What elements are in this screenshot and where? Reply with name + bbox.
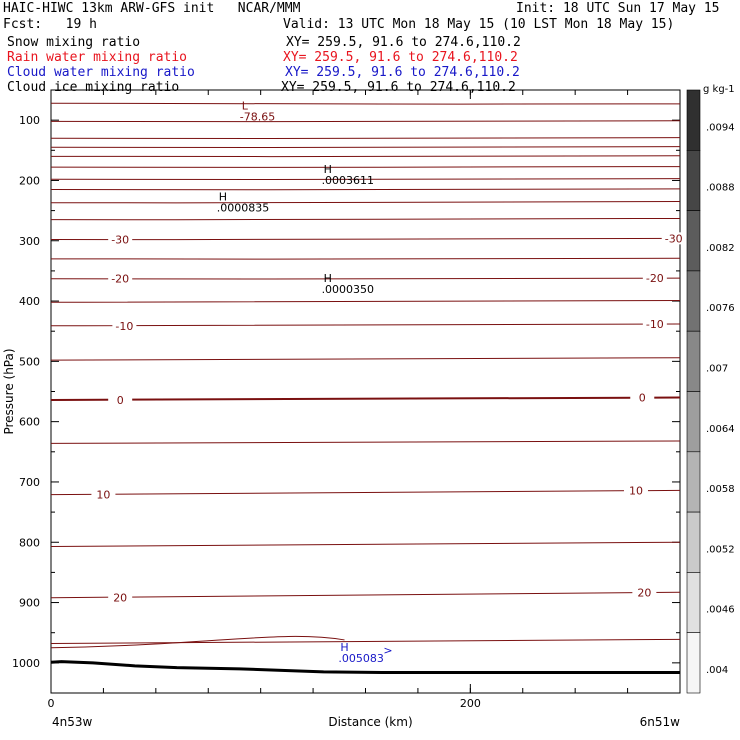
colorbar-segment	[687, 271, 700, 331]
colorbar-segment	[687, 90, 700, 150]
temperature-contour	[51, 358, 680, 360]
extremum-value: .0000350	[321, 282, 375, 296]
forecast-hour: Fcst: 19 h	[3, 17, 97, 32]
temperature-contour	[51, 490, 680, 494]
colorbar-segment	[687, 452, 700, 512]
contour-label: 10	[628, 484, 643, 498]
contour-label: 0	[638, 391, 646, 405]
extremum-symbol: H	[218, 190, 228, 204]
init-time: Init: 18 UTC Sun 17 May 15	[516, 1, 720, 16]
contour-label: 20	[637, 586, 652, 600]
temperature-contour	[51, 218, 680, 219]
temperature-contour	[51, 156, 680, 157]
contour-label: -10	[115, 319, 134, 333]
cloud-water-arrow: >	[383, 643, 393, 657]
extremum-symbol: H	[340, 640, 349, 654]
y-tick-label: 300	[19, 234, 40, 248]
x-tick-label: 200	[459, 697, 481, 710]
colorbar-segment	[687, 512, 700, 572]
y-tick-label: 700	[19, 475, 40, 489]
colorbar-label: .0046	[706, 604, 735, 616]
y-tick-label: 600	[19, 415, 40, 429]
legend-label-snow: Snow mixing ratio	[7, 35, 141, 50]
extremum-value: .0000835	[216, 201, 270, 215]
temperature-contour	[51, 189, 680, 190]
colorbar-segment	[687, 572, 700, 632]
contour-label: -20	[645, 272, 664, 286]
extremum-symbol: H	[323, 271, 332, 285]
legend-label-cloud-water: Cloud water mixing ratio	[7, 65, 195, 80]
temperature-contour	[51, 121, 680, 122]
colorbar-segment	[687, 150, 700, 210]
temperature-contour	[51, 202, 680, 203]
temperature-contour	[51, 542, 680, 546]
temperature-contour	[51, 300, 680, 302]
contour-label: 0	[116, 393, 124, 407]
y-tick-label: 800	[19, 536, 40, 550]
y-tick-label: 400	[19, 295, 40, 309]
y-axis-label: Pressure (hPa)	[2, 348, 16, 435]
temperature-contour	[51, 441, 680, 443]
temperature-contour	[51, 258, 680, 259]
colorbar-label: .0088	[706, 182, 735, 194]
x-start-label: 4n53w	[52, 715, 93, 729]
contour-label: -10	[645, 317, 664, 331]
legend-xy-cloud-ice: XY= 259.5, 91.6 to 274.6,110.2	[281, 80, 516, 95]
temperature-contour	[51, 592, 680, 597]
contour-label: 10	[96, 488, 111, 502]
x-axis-label: Distance (km)	[328, 715, 413, 729]
legend-xy-cloud-water: XY= 259.5, 91.6 to 274.6,110.2	[285, 65, 520, 80]
temperature-contour	[51, 639, 680, 643]
legend-xy-snow: XY= 259.5, 91.6 to 274.6,110.2	[286, 35, 521, 50]
y-tick-label: 1000	[12, 656, 40, 670]
y-tick-label: 500	[19, 355, 40, 369]
colorbar-label: .0058	[706, 484, 735, 496]
colorbar-units: g kg-1	[703, 84, 735, 95]
legend-label-cloud-ice: Cloud ice mixing ratio	[7, 80, 180, 95]
extremum-value: .0003611	[321, 174, 375, 188]
colorbar-label: .004	[706, 665, 729, 676]
temperature-contour	[51, 238, 680, 239]
contour-label: 20	[113, 591, 128, 605]
x-tick-label: 0	[47, 697, 55, 710]
temperature-contour	[51, 103, 680, 104]
temperature-contour	[51, 147, 680, 148]
temperature-contour	[51, 398, 680, 400]
legend-label-rain: Rain water mixing ratio	[7, 50, 188, 65]
legend-xy-rain: XY= 259.5, 91.6 to 274.6,110.2	[283, 50, 518, 65]
colorbar-label: .0064	[706, 423, 735, 435]
colorbar-label: .0076	[706, 303, 735, 315]
colorbar-label: .007	[706, 363, 729, 375]
contour-label: -30	[664, 232, 683, 246]
colorbar-segment	[687, 633, 700, 693]
colorbar-segment	[687, 211, 700, 271]
colorbar-label: .0094	[706, 122, 735, 134]
contour-label: -30	[111, 233, 130, 247]
colorbar-label: .0052	[706, 544, 735, 556]
contour-label: -20	[111, 272, 130, 286]
y-tick-label: 200	[19, 174, 40, 188]
colorbar-segment	[687, 331, 700, 391]
temperature-contour	[51, 324, 680, 326]
colorbar-segment	[687, 392, 700, 452]
y-tick-label: 900	[19, 596, 40, 610]
extremum-symbol: H	[323, 163, 332, 177]
temperature-contour	[51, 278, 680, 279]
x-end-label: 6n51w	[639, 715, 680, 729]
extremum-value: -78.65	[239, 110, 276, 124]
extremum-symbol: L	[241, 99, 248, 113]
y-tick-label: 100	[19, 114, 40, 128]
temperature-contour	[51, 167, 680, 168]
plot-title: HAIC-HIWC 13km ARW-GFS init NCAR/MMM	[3, 1, 301, 16]
temperature-contour	[51, 138, 680, 139]
colorbar-label: .0082	[706, 242, 735, 254]
extremum-value: .005083	[338, 651, 384, 665]
valid-time: Valid: 13 UTC Mon 18 May 15 (10 LST Mon 18 May 15)	[283, 17, 675, 32]
